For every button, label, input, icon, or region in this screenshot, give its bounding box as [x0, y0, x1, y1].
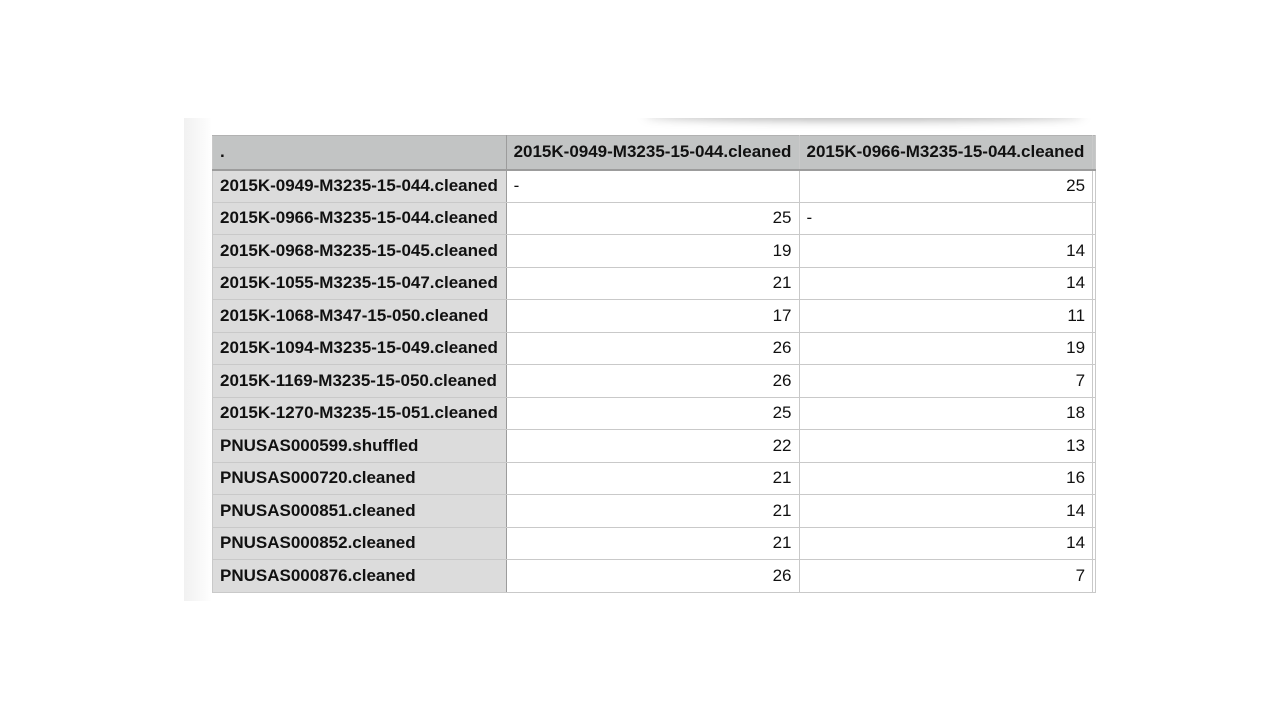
column-header-partial[interactable]: [1093, 136, 1096, 170]
table-cell[interactable]: 13: [799, 430, 1093, 463]
table-cell[interactable]: 21: [506, 462, 799, 495]
table-cell-partial[interactable]: [1093, 235, 1096, 268]
row-header[interactable]: 2015K-1094-M3235-15-049.cleaned: [213, 332, 507, 365]
table-cell-partial[interactable]: [1093, 430, 1096, 463]
table-cell[interactable]: 7: [799, 365, 1093, 398]
table-cell[interactable]: -: [799, 202, 1093, 235]
table-cell-partial[interactable]: [1093, 560, 1096, 593]
table-cell[interactable]: 26: [506, 332, 799, 365]
table-cell[interactable]: 21: [506, 495, 799, 528]
table-cell-partial[interactable]: [1093, 170, 1096, 203]
table-cell[interactable]: 26: [506, 560, 799, 593]
row-header[interactable]: 2015K-1270-M3235-15-051.cleaned: [213, 397, 507, 430]
table-cell[interactable]: 25: [506, 202, 799, 235]
table-cell[interactable]: 14: [799, 267, 1093, 300]
table-row: [213, 235, 1096, 268]
table-cell[interactable]: 11: [799, 300, 1093, 333]
table-cell-partial[interactable]: [1093, 300, 1096, 333]
table-cell-partial[interactable]: [1093, 365, 1096, 398]
table-row: [213, 495, 1096, 528]
table-cell[interactable]: 14: [799, 527, 1093, 560]
table-cell-partial[interactable]: [1093, 267, 1096, 300]
table-header: [213, 136, 1096, 170]
spreadsheet-view: [184, 118, 1096, 601]
row-header[interactable]: PNUSAS000720.cleaned: [213, 462, 507, 495]
row-header[interactable]: 2015K-0968-M3235-15-045.cleaned: [213, 235, 507, 268]
row-header[interactable]: 2015K-1068-M347-15-050.cleaned: [213, 300, 507, 333]
corner-cell[interactable]: .: [213, 136, 507, 170]
table-cell-partial[interactable]: [1093, 202, 1096, 235]
table-cell[interactable]: 7: [799, 560, 1093, 593]
table-cell[interactable]: 21: [506, 267, 799, 300]
row-header[interactable]: PNUSAS000599.shuffled: [213, 430, 507, 463]
table-row: [213, 332, 1096, 365]
row-header[interactable]: PNUSAS000851.cleaned: [213, 495, 507, 528]
row-header[interactable]: PNUSAS000852.cleaned: [213, 527, 507, 560]
table-row: [213, 560, 1096, 593]
table-row: [213, 365, 1096, 398]
table-row: [213, 300, 1096, 333]
table-cell-partial[interactable]: [1093, 397, 1096, 430]
table-cell[interactable]: 25: [506, 397, 799, 430]
table-cell-partial[interactable]: [1093, 462, 1096, 495]
distance-matrix-table: [212, 135, 1096, 593]
table-body: [213, 170, 1096, 593]
column-header[interactable]: 2015K-0966-M3235-15-044.cleaned: [799, 136, 1093, 170]
table-cell[interactable]: 19: [799, 332, 1093, 365]
row-header[interactable]: 2015K-1055-M3235-15-047.cleaned: [213, 267, 507, 300]
table-cell[interactable]: 18: [799, 397, 1093, 430]
table-cell[interactable]: 14: [799, 495, 1093, 528]
table-row: [213, 267, 1096, 300]
table-cell[interactable]: 16: [799, 462, 1093, 495]
table-cell-partial[interactable]: [1093, 332, 1096, 365]
table-cell-partial[interactable]: [1093, 527, 1096, 560]
table-cell[interactable]: 19: [506, 235, 799, 268]
table-row: [213, 397, 1096, 430]
table-row: [213, 462, 1096, 495]
row-header[interactable]: 2015K-0949-M3235-15-044.cleaned: [213, 170, 507, 203]
table-cell[interactable]: 14: [799, 235, 1093, 268]
sheet-left-margin: [184, 118, 212, 601]
table-cell[interactable]: 21: [506, 527, 799, 560]
row-header[interactable]: 2015K-0966-M3235-15-044.cleaned: [213, 202, 507, 235]
table-cell-partial[interactable]: [1093, 495, 1096, 528]
row-header[interactable]: PNUSAS000876.cleaned: [213, 560, 507, 593]
table-cell[interactable]: -: [506, 170, 799, 203]
table-cell[interactable]: 17: [506, 300, 799, 333]
header-row: [213, 136, 1096, 170]
table-row: [213, 430, 1096, 463]
row-header[interactable]: 2015K-1169-M3235-15-050.cleaned: [213, 365, 507, 398]
table-row: [213, 170, 1096, 203]
column-header[interactable]: 2015K-0949-M3235-15-044.cleaned: [506, 136, 799, 170]
table-cell[interactable]: 26: [506, 365, 799, 398]
table-row: [213, 527, 1096, 560]
table-cell[interactable]: 25: [799, 170, 1093, 203]
table-cell[interactable]: 22: [506, 430, 799, 463]
table-row: [213, 202, 1096, 235]
